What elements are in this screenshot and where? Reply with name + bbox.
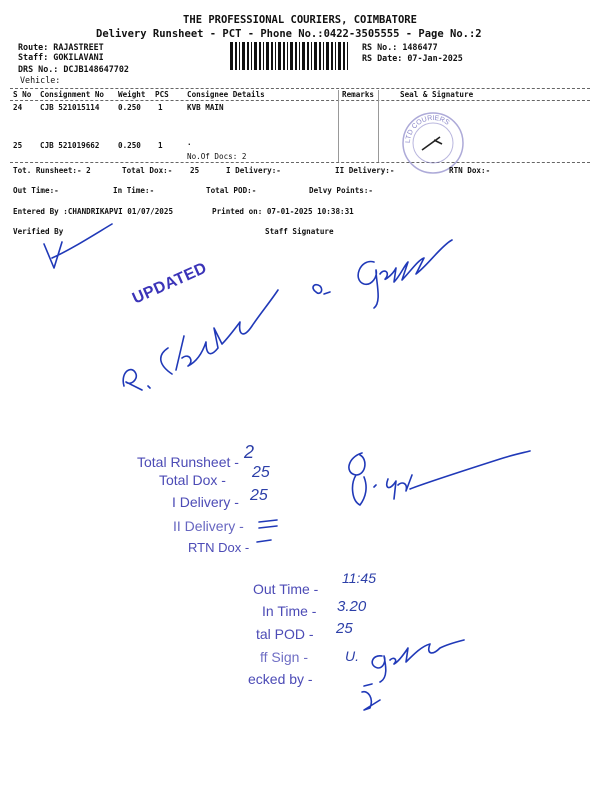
company-title: THE PROFESSIONAL COURIERS, COIMBATORE bbox=[183, 14, 417, 26]
remarks-divider bbox=[338, 90, 339, 163]
summary-total-runsheet: Total Runsheet - bbox=[137, 454, 239, 470]
checker-signature-handwriting bbox=[340, 445, 535, 515]
stamp-out-time: Out Time - bbox=[253, 581, 319, 597]
entered-by: Entered By :CHANDRIKAPVI 01/07/2025 bbox=[13, 207, 174, 216]
drs-label: DRS No.: DCJB148647702 bbox=[18, 64, 129, 74]
tot-ii-delivery: II Delivery:- bbox=[335, 166, 395, 175]
out-time-label: Out Time:- bbox=[13, 186, 59, 195]
table-top-rule bbox=[10, 88, 590, 89]
verified-by-label: Verified By bbox=[13, 227, 64, 236]
summary-total-dox: Total Dox - bbox=[159, 472, 226, 488]
summary-ii-delivery: II Delivery - bbox=[173, 518, 244, 534]
col-consignee: Consignee Details bbox=[187, 90, 265, 99]
col-seal: Seal & Signature bbox=[400, 90, 474, 99]
verified-tick-mark bbox=[40, 222, 120, 274]
stamp-total-pod-value: 25 bbox=[336, 620, 353, 637]
col-pcs: PCS bbox=[155, 90, 169, 99]
stamp-staff-sign: ff Sign - bbox=[260, 649, 308, 665]
tot-rtn-dox: RTN Dox:- bbox=[449, 166, 491, 175]
in-time-label: In Time:- bbox=[113, 186, 155, 195]
col-remarks: Remarks bbox=[342, 90, 375, 99]
verifier-signature-handwriting bbox=[110, 282, 280, 402]
summary-total-dox-value: 25 bbox=[252, 464, 270, 481]
staff-signature-label: Staff Signature bbox=[265, 227, 334, 236]
col-weight: Weight bbox=[118, 90, 146, 99]
svg-text:R. Chandrika bbox=[170, 351, 172, 352]
table-bottom-rule bbox=[10, 162, 590, 163]
stamp-in-time: In Time - bbox=[262, 603, 317, 619]
rs-date: RS Date: 07-Jan-2025 bbox=[362, 53, 463, 63]
rs-number: RS No.: 1486477 bbox=[362, 42, 438, 52]
stamp-checked-by: ecked by - bbox=[248, 671, 313, 687]
summary-i-delivery: I Delivery - bbox=[172, 494, 239, 510]
table-header-rule bbox=[10, 100, 590, 101]
col-consignment: Consignment No bbox=[40, 90, 105, 99]
svg-text:Gokilavani bbox=[370, 276, 372, 277]
docs-count: No.Of Docs: 2 bbox=[187, 152, 247, 161]
tot-runsheet: Tot. Runsheet:- 2 bbox=[13, 166, 91, 175]
summary-dash-marks bbox=[255, 514, 285, 550]
tot-i-delivery: I Delivery:- bbox=[226, 166, 281, 175]
stamp-in-time-value: 3.20 bbox=[337, 598, 367, 615]
staff-signature-handwriting bbox=[300, 222, 460, 312]
delvy-points-label: Delvy Points:- bbox=[309, 186, 374, 195]
printed-on: Printed on: 07-01-2025 10:38:31 bbox=[212, 207, 354, 216]
stamp-staff-initial: U. bbox=[345, 648, 359, 664]
stamp-total-pod: tal POD - bbox=[256, 626, 314, 642]
staff-label: Staff: GOKILAVANI bbox=[18, 52, 104, 62]
updated-stamp: UPDATED bbox=[130, 259, 210, 308]
total-pod-label: Total POD:- bbox=[206, 186, 257, 195]
seal-divider bbox=[378, 90, 379, 163]
stamp-out-time-value: 11:45 bbox=[342, 570, 376, 586]
tot-dox-label: Total Dox:- bbox=[122, 166, 173, 175]
svg-text:LTD COURIERS: LTD COURIERS bbox=[404, 114, 451, 144]
col-sno: S No bbox=[13, 90, 32, 99]
summary-rtn-dox: RTN Dox - bbox=[188, 540, 250, 555]
runsheet-subtitle: Delivery Runsheet - PCT - Phone No.:0422-3505555 - Page No.:2 bbox=[96, 28, 482, 40]
stamp-staff-signature-handwriting bbox=[360, 636, 470, 716]
barcode bbox=[230, 42, 352, 70]
tot-dox-value: 25 bbox=[190, 166, 200, 175]
route-label: Route: RAJASTREET bbox=[18, 42, 104, 52]
vehicle-label: Vehicle: bbox=[20, 75, 61, 85]
summary-i-delivery-value: 25 bbox=[250, 487, 268, 504]
summary-total-runsheet-value: 2 bbox=[244, 442, 255, 462]
